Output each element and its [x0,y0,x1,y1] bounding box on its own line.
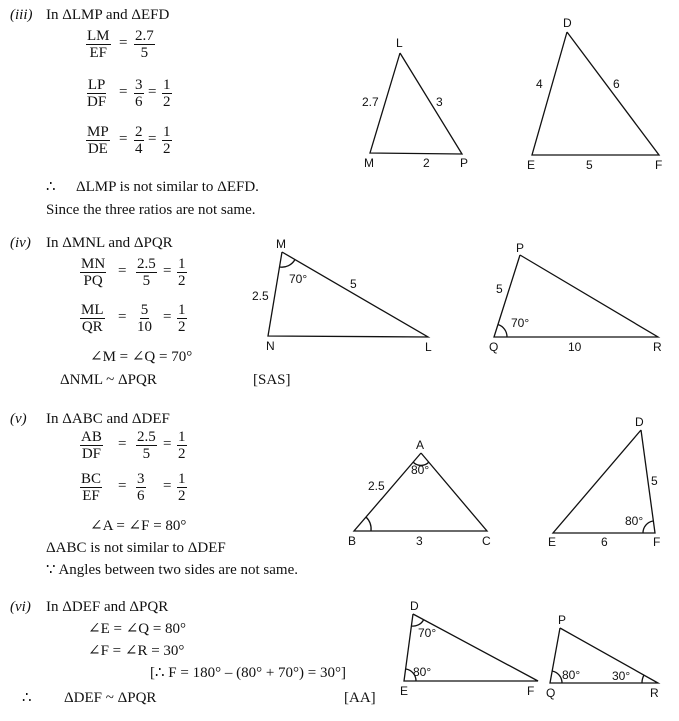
side-label: 2.5 [368,479,385,493]
side-label: 4 [536,77,543,91]
ratio-simplified: $\frac{1}{2}$ [163,77,171,110]
ratio-lhs: $\frac{ML}{QR}$ [81,302,104,335]
triangle-pqr-2 [546,613,659,700]
conclusion: ΔLMP is not similar to ΔEFD. [76,179,259,195]
vertex-label: E [548,535,557,549]
angle-arc [366,517,371,531]
angle-label: 80° [411,463,430,477]
angle-statement: ∠A = ∠F = 80° [90,518,187,534]
reason: ∵ Angles between two sides are not same. [46,562,298,578]
angle-statement: ∠M = ∠Q = 70° [90,349,193,365]
angle-statement: ∠F = ∠R = 30° [88,643,185,659]
ratio-value: $\frac{2}{4}$ [135,124,143,157]
vertex-label: M [276,237,286,251]
triangle-def-edges [532,32,659,155]
side-label: 2.5 [252,289,269,303]
ratio-lhs: $\frac{LM}{EF}$ [87,28,110,61]
angle-arc [642,675,644,683]
triangle-def-2 [548,415,660,549]
vertex-label: D [563,16,572,30]
angle-label: 70° [418,626,437,640]
ratio-lhs: $\frac{MP}{DE}$ [87,124,109,157]
ratio-simplified: $\frac{1}{2}$ [178,429,186,462]
part-heading: In ΔDEF and ΔPQR [46,599,169,615]
rule-tag: [AA] [344,690,376,706]
ratio-simplified: $\frac{1}{2}$ [178,256,186,289]
triangle-def-1 [527,16,662,172]
therefore-symbol: ∴ [46,179,56,195]
angle-arc [280,260,296,268]
side-label: 5 [586,158,593,172]
ratio-lhs: $\frac{AB}{DF}$ [81,429,102,462]
vertex-label: N [266,339,275,353]
triangle-def-3 [400,599,538,698]
part-label: (vi) [10,599,31,615]
side-label: 10 [568,340,582,354]
part-label: (iii) [10,7,33,23]
part-heading: In ΔLMP and ΔEFD [46,7,170,23]
side-label: 5 [651,474,658,488]
angle-label: 70° [289,272,308,286]
ratio-value: $\frac{2.7}{5}$ [135,28,154,61]
conclusion: ΔABC is not similar to ΔDEF [46,540,226,556]
vertex-label: D [410,599,419,613]
vertex-label: A [416,438,425,452]
triangle-lmp [362,36,468,170]
ratio-value: $\frac{3}{6}$ [137,471,145,504]
triangle-pqr-1 [489,241,662,354]
side-label: 5 [496,282,503,296]
vertex-label: Q [546,686,556,700]
side-label: 6 [613,77,620,91]
vertex-label: F [655,158,663,172]
vertex-label: F [653,535,661,549]
ratio-simplified: $\frac{1}{2}$ [163,124,171,157]
vertex-label: R [653,340,662,354]
vertex-label: R [650,686,659,700]
side-label: 2.7 [362,95,379,109]
conclusion: ΔNML ~ ΔPQR [60,372,157,388]
side-label: 6 [601,535,608,549]
side-label: 5 [350,277,357,291]
part-label: (v) [10,411,27,427]
rule-tag: [SAS] [253,372,291,388]
part-label: (iv) [10,235,31,251]
angle-arc [643,521,653,533]
ratio-simplified: $\frac{1}{2}$ [178,471,186,504]
angle-statement: ∠E = ∠Q = 80° [88,621,187,637]
vertex-label: D [635,415,644,429]
vertex-label: C [482,534,491,548]
angle-label: 80° [413,665,432,679]
angle-derivation: [∴ F = 180° – (80° + 70°) = 30°] [150,665,346,681]
conclusion: ΔDEF ~ ΔPQR [64,690,157,706]
side-label: 3 [436,95,443,109]
vertex-label: E [527,158,536,172]
ratio-value: $\frac{5}{10}$ [137,302,152,335]
angle-label: 80° [562,668,581,682]
vertex-label: P [558,613,567,627]
ratio-lhs: $\frac{LP}{DF}$ [87,77,107,110]
vertex-label: Q [489,340,499,354]
triangle-abc [348,438,491,548]
angle-label: 70° [511,316,530,330]
part-heading: In ΔMNL and ΔPQR [46,235,173,251]
vertex-label: P [516,241,525,255]
vertex-label: L [425,340,432,354]
vertex-label: P [460,156,469,170]
therefore-symbol: ∴ [22,690,32,706]
ratio-simplified: $\frac{1}{2}$ [178,302,186,335]
angle-label: 80° [625,514,644,528]
triangle-mnl-edges [268,252,428,337]
side-label: 2 [423,156,430,170]
triangle-lmp-edges [370,53,462,154]
side-label: 3 [416,534,423,548]
vertex-label: M [364,156,374,170]
ratio-value: $\frac{2.5}{5}$ [137,429,156,462]
ratio-lhs: $\frac{BC}{EF}$ [81,471,102,504]
vertex-label: L [396,36,403,50]
reason: Since the three ratios are not same. [46,202,256,218]
angle-label: 30° [612,669,631,683]
ratio-value: $\frac{3}{6}$ [135,77,143,110]
ratio-value: $\frac{2.5}{5}$ [137,256,156,289]
vertex-label: B [348,534,357,548]
triangle-mnl [252,237,432,354]
angle-arc [498,325,507,338]
vertex-label: F [527,684,535,698]
part-heading: In ΔABC and ΔDEF [46,411,170,427]
ratio-lhs: $\frac{MN}{PQ}$ [81,256,106,289]
angle-arc [552,671,562,683]
vertex-label: E [400,684,409,698]
